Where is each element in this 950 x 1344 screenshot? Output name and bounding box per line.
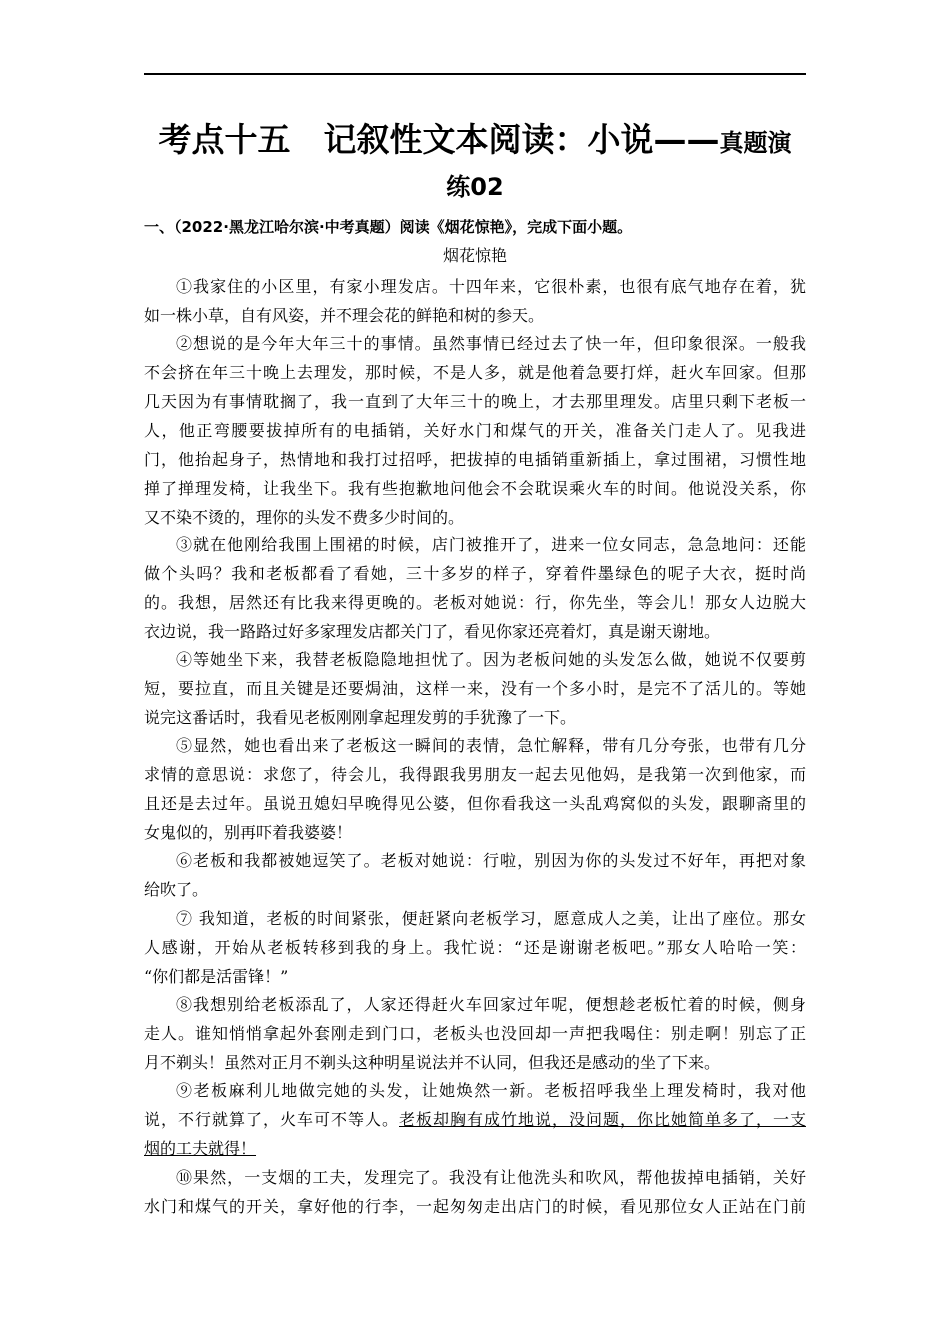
page-title-main: 考点十五 记叙性文本阅读：小说——	[158, 120, 720, 159]
header-rule	[144, 73, 806, 75]
underlined-sentence-end: 烟的工夫就得！	[144, 1139, 257, 1158]
paragraph-6	[144, 846, 806, 904]
text-line: 说完这番话时，我看见老板刚刚拿起理发剪的手犹豫了一下。	[144, 708, 577, 727]
underlined-sentence: 老板却胸有成竹地说，没问题，你比她简单多了，一支	[399, 1110, 806, 1129]
text-line: 做个头吗？我和老板都看了看她，三十多岁的样子，穿着件墨绿色的呢子大衣，挺时尚	[144, 564, 806, 583]
text-line: 短，要拉直，而且关键是还要焗油，这样一来，没有一个多小时，是完不了活儿的。等她	[144, 679, 806, 698]
text-line: ②想说的是今年大年三十的事情。虽然事情已经过去了快一年，但印象很深。一般我	[176, 334, 806, 353]
page-title	[144, 118, 806, 165]
text-line: 衣边说，我一路路过好多家理发店都关门了，看见你家还亮着灯，真是谢天谢地。	[144, 622, 721, 641]
text-line: 女鬼似的，别再吓着我婆婆！	[144, 823, 353, 842]
text-line: ⑩果然，一支烟的工夫，发理完了。我没有让他洗头和吹风，帮他拔掉电插销，关好	[176, 1168, 806, 1187]
text-line: ⑥老板和我都被她逗笑了。老板对她说：行啦，别因为你的头发过不好年，再把对象	[176, 851, 806, 870]
text-line: ⑤显然，她也看出来了老板这一瞬间的表情，急忙解释，带有几分夸张，也带有几分	[176, 736, 806, 755]
text-line: 门，他抬起身子，热情地和我打过招呼，把拔掉的电插销重新插上，拿过围裙，习惯性地	[144, 450, 806, 469]
text-line: ①我家住的小区里，有家小理发店。十四年来，它很朴素，也很有底气地存在着，犹	[176, 277, 806, 296]
text-span: 说，不行就算了，火车可不等人。	[144, 1110, 399, 1129]
text-line: 水门和煤气的开关，拿好他的行李，一起匆匆走出店门的时候，看见那位女人正站在门前	[144, 1197, 806, 1216]
text-line: 人感谢，开始从老板转移到我的身上。我忙说：“还是谢谢老板吧。”那女人哈哈一笑：	[144, 938, 806, 957]
page-title-small: 真题演	[719, 129, 792, 157]
paragraph-5	[144, 731, 806, 847]
text-line: “你们都是活雷锋！”	[144, 967, 289, 986]
passage-title: 烟花惊艳	[442, 246, 507, 265]
text-line: 如一株小草，自有风姿，并不理会花的鲜艳和树的参天。	[144, 306, 545, 325]
text-line: 掸了掸理发椅，让我坐下。我有些抱歉地问他会不会耽误乘火车的时间。他说没关系，你	[144, 479, 806, 498]
paragraph-9	[144, 1076, 806, 1163]
paragraph-3	[144, 530, 806, 646]
text-line: 几天因为有事情耽搁了，我一直到了大年三十的晚上，才去那里理发。店里只剩下老板一	[144, 392, 806, 411]
paragraph-4	[144, 645, 806, 732]
text-line: ⑨老板麻利儿地做完她的头发，让她焕然一新。老板招呼我坐上理发椅时，我对他	[176, 1081, 806, 1100]
question-heading: 一、（2022·黑龙江哈尔滨·中考真题）阅读《烟花惊艳》，完成下面小题。	[144, 218, 633, 236]
text-line: 不会挤在年三十晚上去理发，那时候，不是人多，就是他着急要打烊，赶火车回家。但那	[144, 363, 806, 382]
text-line: 且还是去过年。虽说丑媳妇早晚得见公婆，但你看我这一头乱鸡窝似的头发，跟聊斋里的	[144, 794, 806, 813]
text-line: 给吹了。	[144, 880, 209, 899]
text-line: ④等她坐下来，我替老板隐隐地担忧了。因为老板问她的头发怎么做，她说不仅要剪	[176, 650, 806, 669]
text-line: 月不剃头！虽然对正月不剃头这种明星说法并不认同，但我还是感动的坐了下来。	[144, 1053, 721, 1072]
text-line: 的。我想，居然还有比我来得更晚的。老板对她说：行，你先坐，等会儿！那女人边脱大	[144, 593, 806, 612]
text-line	[144, 1134, 806, 1163]
text-line: ③就在他刚给我围上围裙的时候，店门被推开了，进来一位女同志，急急地问：还能	[176, 535, 806, 554]
text-line: 人，他正弯腰要拔掉所有的电插销，关好水门和煤气的开关，准备关门走人了。见我进	[144, 421, 806, 440]
text-line: 又不染不烫的，理你的头发不费多少时间的。	[144, 508, 465, 527]
text-line: ⑦ 我知道，老板的时间紧张，便赶紧向老板学习，愿意成人之美，让出了座位。那女	[176, 909, 806, 928]
text-line: 走人。谁知悄悄拿起外套刚走到门口，老板头也没回却一声把我喝住：别走啊！别忘了正	[144, 1024, 806, 1043]
paragraph-10	[144, 1163, 806, 1221]
text-line	[144, 1105, 806, 1134]
page-title-line2: 练02	[446, 173, 504, 201]
paragraph-7	[144, 904, 806, 991]
paragraph-1	[144, 272, 806, 330]
text-line: 求情的意思说：求您了，待会儿，我得跟我男朋友一起去见他妈，是我第一次到他家，而	[144, 765, 806, 784]
paragraph-2	[144, 329, 806, 532]
paragraph-8	[144, 990, 806, 1077]
text-line: ⑧我想别给老板添乱了，人家还得赶火车回家过年呢，便想趁老板忙着的时候，侧身	[176, 995, 806, 1014]
